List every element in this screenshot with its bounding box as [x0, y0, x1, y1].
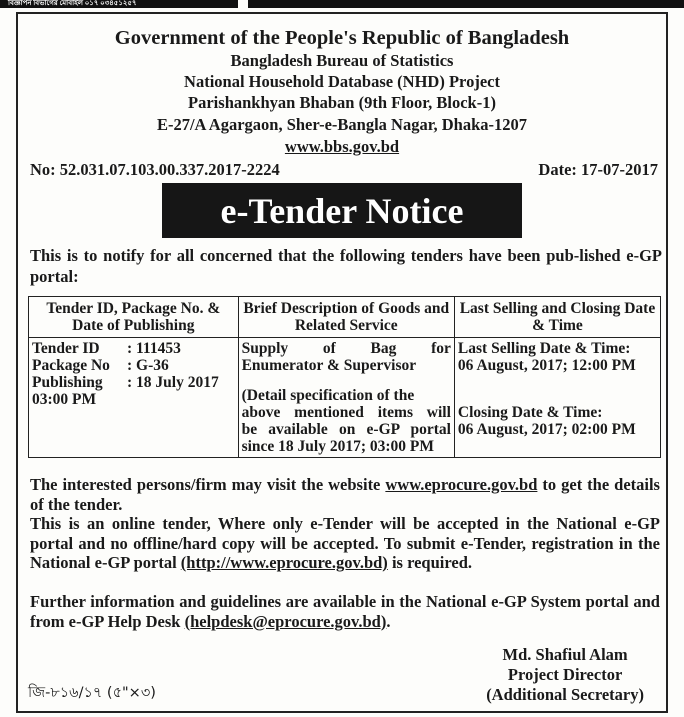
- tender-id-key: Tender ID: [32, 340, 100, 357]
- dates-cell: [454, 338, 660, 458]
- signatory-name: Md. Shafiul Alam: [502, 645, 628, 664]
- para2-tail: is required.: [387, 553, 473, 572]
- para3-tail: .: [386, 611, 391, 631]
- top-strip-text: বিজ্ঞাপন বিভাগের মোবাইল ০১৭ ০৩৪৫১২৫৭: [8, 0, 137, 7]
- reference-number: No: 52.031.07.103.00.337.2017-2224: [30, 160, 280, 179]
- signatory-designation: Project Director: [507, 665, 623, 684]
- notice-title: e-Tender Notice: [162, 183, 522, 238]
- para2-text: This is an online tender, Where only e-Tender will be accepted in the National e-GP portal and no offline/hard copy will be accepted. To submit e-Tender, registration in the National e-GP portal: [30, 514, 660, 572]
- tender-table: [28, 296, 661, 458]
- table-row: [29, 338, 661, 458]
- desc-word-for: for: [431, 340, 451, 357]
- desc-word-of: of: [322, 340, 336, 357]
- tender-id-value: : 111453: [127, 340, 181, 357]
- top-strip: [0, 0, 684, 10]
- closing-label: Closing Date & Time:: [457, 404, 603, 421]
- description-line-1: [242, 340, 451, 357]
- helpdesk-email-link[interactable]: (helpdesk@eprocure.gov.bd): [184, 611, 387, 631]
- selling-label: Last Selling Date & Time:: [457, 340, 631, 357]
- tender-id-cell: [29, 338, 239, 458]
- ad-code: জি-৮১৬/১৭ (৫"×৩): [28, 685, 156, 701]
- header-description: Brief Description of Goods and Related Service: [238, 297, 454, 338]
- description-detail-3: be available on e-GP portal: [241, 421, 451, 438]
- publishing-time: 03:00 PM: [32, 391, 97, 408]
- notice-date: Date: 17-07-2017: [538, 160, 658, 179]
- header-bureau: Bangladesh Bureau of Statistics: [230, 51, 454, 70]
- signature-block: [486, 645, 644, 705]
- publishing-key: Publishing: [32, 374, 103, 391]
- description-line-2: Enumerator & Supervisor: [241, 357, 417, 374]
- description-detail-4: since 18 July 2017; 03:00 PM: [241, 438, 435, 455]
- paragraph-website: [30, 475, 660, 514]
- package-value: : G-36: [127, 357, 169, 374]
- eprocure-url-link[interactable]: (http://www.eprocure.gov.bd): [180, 553, 388, 572]
- header-project: National Household Database (NHD) Project: [184, 72, 500, 91]
- table-header-row: [29, 297, 661, 338]
- header-government: Government of the People's Republic of Bangladesh: [114, 27, 570, 49]
- description-detail-1: (Detail specification of the: [241, 387, 415, 404]
- publishing-value: : 18 July 2017: [127, 374, 219, 391]
- desc-word-supply: Supply: [241, 340, 289, 357]
- header-tender-id: Tender ID, Package No. & Date of Publishing: [29, 297, 239, 338]
- header-dates: Last Selling and Closing Date & Time: [454, 297, 660, 338]
- top-strip-left-bar: [0, 0, 238, 8]
- para1-tail: to get the details of the tender.: [30, 475, 660, 514]
- package-key: Package No: [32, 357, 110, 374]
- intro-text: This is to notify for all concerned that the following tenders have been pub-lished e-GP portal:: [30, 246, 662, 286]
- desc-word-bag: Bag: [370, 340, 397, 357]
- header-address: E-27/A Agargaon, Sher-e-Bangla Nagar, Dhaka-1207: [156, 115, 528, 134]
- signatory-rank: (Additional Secretary): [486, 685, 644, 704]
- header-building: Parishankhyan Bhaban (9th Floor, Block-1): [188, 93, 496, 112]
- para1-text: The interested persons/firm may visit the website: [30, 475, 386, 494]
- eprocure-link[interactable]: www.eprocure.gov.bd: [385, 475, 538, 494]
- paragraph-helpdesk: [30, 592, 660, 631]
- description-cell: [238, 338, 454, 458]
- header-website: [0, 137, 684, 157]
- para3-text: Further information and guidelines are available in the National e-GP System portal and from e-GP Help Desk: [30, 592, 660, 631]
- closing-value: 06 August, 2017; 02:00 PM: [457, 421, 636, 438]
- description-detail-2: above mentioned items will: [241, 404, 451, 421]
- paragraph-online-tender: [30, 514, 660, 573]
- website-link[interactable]: www.bbs.gov.bd: [284, 137, 400, 156]
- top-strip-right-bar: [248, 0, 684, 8]
- selling-value: 06 August, 2017; 12:00 PM: [457, 357, 636, 374]
